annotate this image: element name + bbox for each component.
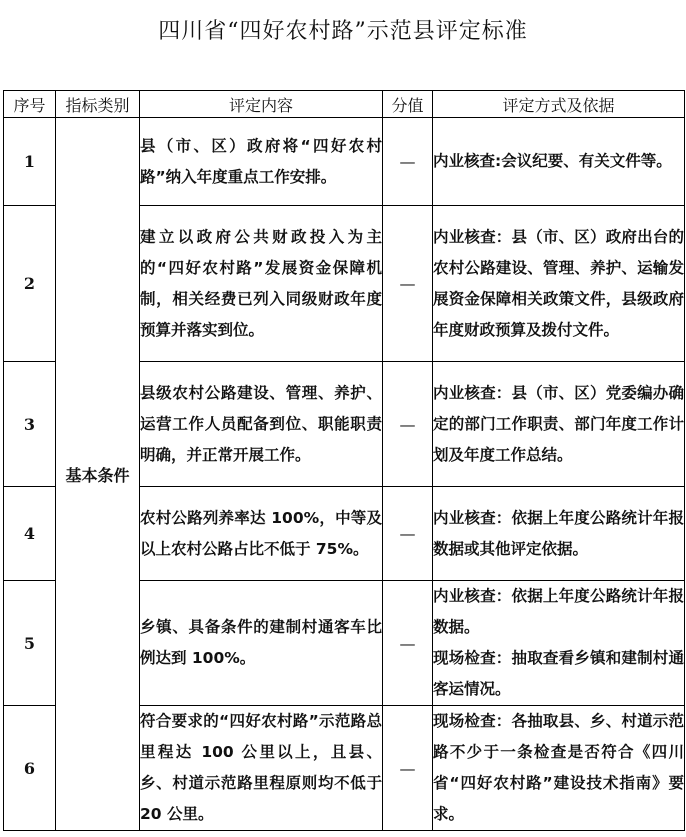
method-line: 现场检查：各抽取县、乡、村道示范路不少于一条检查是否符合《四川省“四好农村路”建设技术指南》要求。 — [433, 712, 684, 823]
row-seq: 1 — [4, 118, 56, 206]
header-category: 指标类别 — [56, 91, 140, 118]
row-content: 符合要求的“四好农村路”示范路总里程达 100 公里以上，且县、乡、村道示范路里程原则均不低于 20 公里。 — [140, 706, 383, 831]
method-line: 内业核查：县（市、区）政府出台的农村公路建设、管理、养护、运输发展资金保障相关政策文件，县级政府年度财政预算及拨付文件。 — [433, 227, 684, 339]
table-header-row — [4, 91, 685, 118]
header-score: 分值 — [383, 91, 433, 118]
row-method — [433, 118, 685, 206]
table-row — [4, 118, 685, 206]
row-seq: 6 — [4, 706, 56, 831]
document-title: 四川省“四好农村路”示范县评定标准 — [158, 19, 528, 44]
row-score: — — [383, 206, 433, 362]
row-method — [433, 706, 685, 831]
row-seq: 3 — [4, 362, 56, 487]
row-content: 县（市、区）政府将“四好农村路”纳入年度重点工作安排。 — [140, 118, 383, 206]
row-method — [433, 362, 685, 487]
method-line: 内业核查:会议纪要、有关文件等。 — [433, 152, 672, 170]
row-seq: 2 — [4, 206, 56, 362]
category-cell: 基本条件 — [56, 118, 140, 831]
row-method — [433, 581, 685, 706]
row-score: — — [383, 362, 433, 487]
row-seq: 5 — [4, 581, 56, 706]
method-line: 内业核查：依据上年度公路统计年报数据或其他评定依据。 — [433, 508, 684, 558]
criteria-table — [3, 90, 685, 831]
row-content: 农村公路列养率达 100%，中等及以上农村公路占比不低于 75%。 — [140, 487, 383, 581]
row-score: — — [383, 118, 433, 206]
method-line: 内业核查：依据上年度公路统计年报数据。 — [433, 587, 684, 636]
method-line: 内业核查：县（市、区）党委编办确定的部门工作职责、部门年度工作计划及年度工作总结。 — [433, 383, 684, 464]
row-score: — — [383, 487, 433, 581]
header-seq: 序号 — [4, 91, 56, 118]
row-content: 建立以政府公共财政投入为主的“四好农村路”发展资金保障机制，相关经费已列入同级财政年度预算并落实到位。 — [140, 206, 383, 362]
header-content: 评定内容 — [140, 91, 383, 118]
row-content: 乡镇、具备条件的建制村通客车比例达到 100%。 — [140, 581, 383, 706]
row-content: 县级农村公路建设、管理、养护、运营工作人员配备到位、职能职责明确，并正常开展工作。 — [140, 362, 383, 487]
row-method — [433, 206, 685, 362]
row-score: — — [383, 581, 433, 706]
row-score: — — [383, 706, 433, 831]
row-method — [433, 487, 685, 581]
method-line: 现场检查：抽取查看乡镇和建制村通客运情况。 — [433, 649, 684, 698]
row-seq: 4 — [4, 487, 56, 581]
header-method: 评定方式及依据 — [433, 91, 685, 118]
